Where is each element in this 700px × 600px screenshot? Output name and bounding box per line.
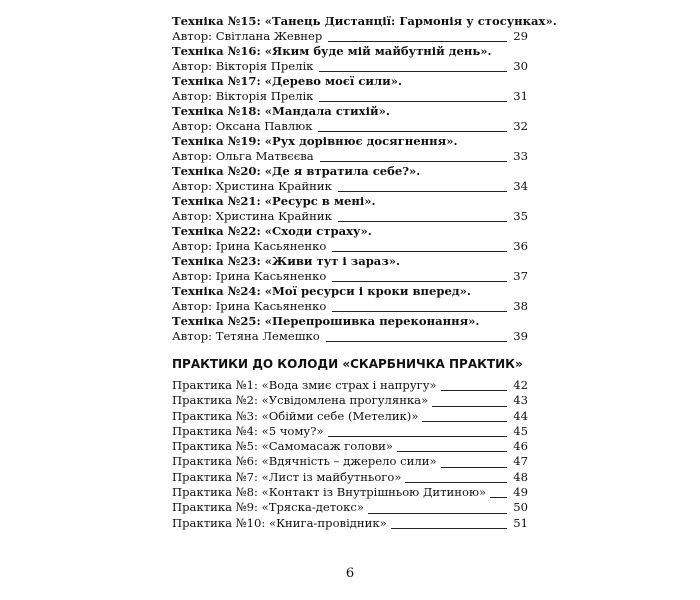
practice-page-number: 45 xyxy=(513,423,528,438)
leader-line xyxy=(332,281,507,282)
practice-entry xyxy=(172,500,528,515)
technique-title: Техніка №23: «Живи тут і зараз». xyxy=(172,254,401,268)
technique-title: Техніка №16: «Яким буде мій майбутній день». xyxy=(172,44,492,58)
technique-author: Автор: Оксана Павлюк xyxy=(172,119,313,133)
technique-entry xyxy=(172,14,557,44)
leader-line xyxy=(318,131,507,132)
technique-author-row xyxy=(172,299,528,314)
practice-title: Практика №8: «Контакт із Внутрішньою Дитиною» xyxy=(172,485,487,500)
leader-line xyxy=(328,41,507,42)
practice-entry xyxy=(172,454,528,469)
table-of-contents xyxy=(172,14,557,531)
practice-entry xyxy=(172,470,528,485)
technique-author: Автор: Ірина Касьяненко xyxy=(172,299,327,313)
practice-title: Практика №5: «Самомасаж голови» xyxy=(172,439,393,454)
technique-author-row xyxy=(172,179,528,194)
practice-entry xyxy=(172,393,528,408)
leader-line xyxy=(368,513,507,514)
technique-author-row xyxy=(172,119,528,134)
technique-page-number: 31 xyxy=(513,89,528,103)
practice-entry xyxy=(172,424,528,439)
practice-page-number: 44 xyxy=(513,408,528,423)
practice-title: Практика №7: «Лист із майбутнього» xyxy=(172,469,402,484)
technique-author: Автор: Ірина Касьяненко xyxy=(172,269,327,283)
technique-author: Автор: Ольга Матвєєва xyxy=(172,149,314,163)
technique-author-row xyxy=(172,269,528,284)
leader-line xyxy=(422,421,507,422)
technique-entry xyxy=(172,254,528,284)
practices-heading: ПРАКТИКИ ДО КОЛОДИ «СКАРБНИЧКА ПРАКТИК» xyxy=(172,357,523,371)
page-number: 6 xyxy=(345,566,355,581)
technique-entry xyxy=(172,284,528,314)
technique-page-number: 35 xyxy=(513,209,528,223)
technique-title: Техніка №18: «Мандала стихій». xyxy=(172,104,390,118)
technique-author: Автор: Христина Крайник xyxy=(172,179,332,193)
technique-page-number: 36 xyxy=(513,239,528,253)
technique-entry xyxy=(172,224,528,254)
practice-entry xyxy=(172,409,528,424)
technique-author: Автор: Христина Крайник xyxy=(172,209,332,223)
practice-entry xyxy=(172,378,528,393)
leader-line xyxy=(319,101,507,102)
technique-page-number: 29 xyxy=(513,29,528,43)
leader-line xyxy=(320,161,507,162)
technique-title: Техніка №20: «Де я втратила себе?». xyxy=(172,164,421,178)
leader-line xyxy=(319,71,507,72)
technique-entry xyxy=(172,164,528,194)
technique-title: Техніка №17: «Дерево моєї сили». xyxy=(172,74,403,88)
practice-page-number: 43 xyxy=(513,393,528,408)
leader-line xyxy=(432,406,507,407)
techniques-list xyxy=(172,14,557,344)
technique-page-number: 34 xyxy=(513,179,528,193)
leader-line xyxy=(338,221,507,222)
technique-author: Автор: Ірина Касьяненко xyxy=(172,239,327,253)
technique-title: Техніка №22: «Сходи страху». xyxy=(172,224,372,238)
practice-page-number: 50 xyxy=(513,500,528,515)
technique-author-row xyxy=(172,239,528,254)
practice-page-number: 47 xyxy=(513,454,528,469)
technique-page-number: 30 xyxy=(513,59,528,73)
technique-title: Техніка №25: «Перепрошивка переконання». xyxy=(172,314,480,328)
practice-title: Практика №10: «Книга-провідник» xyxy=(172,515,387,530)
technique-author-row xyxy=(172,29,528,44)
practice-title: Практика №1: «Вода змиє страх і напругу» xyxy=(172,378,437,392)
technique-title: Техніка №21: «Ресурс в мені». xyxy=(172,194,376,208)
technique-entry xyxy=(172,104,528,134)
technique-author-row xyxy=(172,329,528,344)
leader-line xyxy=(391,528,507,529)
technique-author: Автор: Вікторія Прелік xyxy=(172,89,314,103)
leader-line xyxy=(441,467,507,468)
practice-title: Практика №9: «Тряска-детокс» xyxy=(172,500,364,515)
leader-line xyxy=(441,390,507,391)
technique-author-row xyxy=(172,149,528,164)
technique-page-number: 32 xyxy=(513,119,528,133)
leader-line xyxy=(332,251,507,252)
practice-entry xyxy=(172,516,528,531)
technique-entry xyxy=(172,74,528,104)
practice-entry xyxy=(172,439,528,454)
practice-title: Практика №6: «Вдячність – джерело сили» xyxy=(172,454,437,469)
practice-page-number: 49 xyxy=(513,485,528,500)
practice-page-number: 46 xyxy=(513,439,528,454)
practice-title: Практика №4: «5 чому?» xyxy=(172,423,324,438)
technique-page-number: 33 xyxy=(513,149,528,163)
leader-line xyxy=(338,191,507,192)
practices-list xyxy=(172,378,528,531)
technique-page-number: 37 xyxy=(513,269,528,283)
technique-title: Техніка №19: «Рух дорівнює досягнення». xyxy=(172,134,458,148)
practice-title: Практика №2: «Усвідомлена прогулянка» xyxy=(172,393,429,408)
technique-author: Автор: Вікторія Прелік xyxy=(172,59,314,73)
practice-page-number: 48 xyxy=(513,469,528,484)
technique-page-number: 39 xyxy=(513,329,528,343)
leader-line xyxy=(326,341,507,342)
leader-line xyxy=(328,436,507,437)
technique-author-row xyxy=(172,209,528,224)
technique-entry xyxy=(172,194,528,224)
technique-entry xyxy=(172,44,528,74)
practice-page-number: 51 xyxy=(513,515,528,530)
practice-page-number: 42 xyxy=(513,378,528,392)
leader-line xyxy=(332,311,507,312)
technique-author: Автор: Тетяна Лемешко xyxy=(172,329,320,343)
technique-entry xyxy=(172,134,528,164)
technique-author: Автор: Світлана Жевнер xyxy=(172,29,323,43)
practice-entry xyxy=(172,485,528,500)
technique-page-number: 38 xyxy=(513,299,528,313)
leader-line xyxy=(490,497,507,498)
leader-line xyxy=(397,451,507,452)
practice-title: Практика №3: «Обійми себе (Метелик)» xyxy=(172,408,419,423)
technique-author-row xyxy=(172,89,528,104)
technique-title: Техніка №24: «Мої ресурси і кроки вперед». xyxy=(172,284,471,298)
technique-author-row xyxy=(172,59,528,74)
leader-line xyxy=(405,482,507,483)
technique-title: Техніка №15: «Танець Дистанції: Гармонія у стосунках». xyxy=(172,14,557,28)
technique-entry xyxy=(172,314,528,344)
